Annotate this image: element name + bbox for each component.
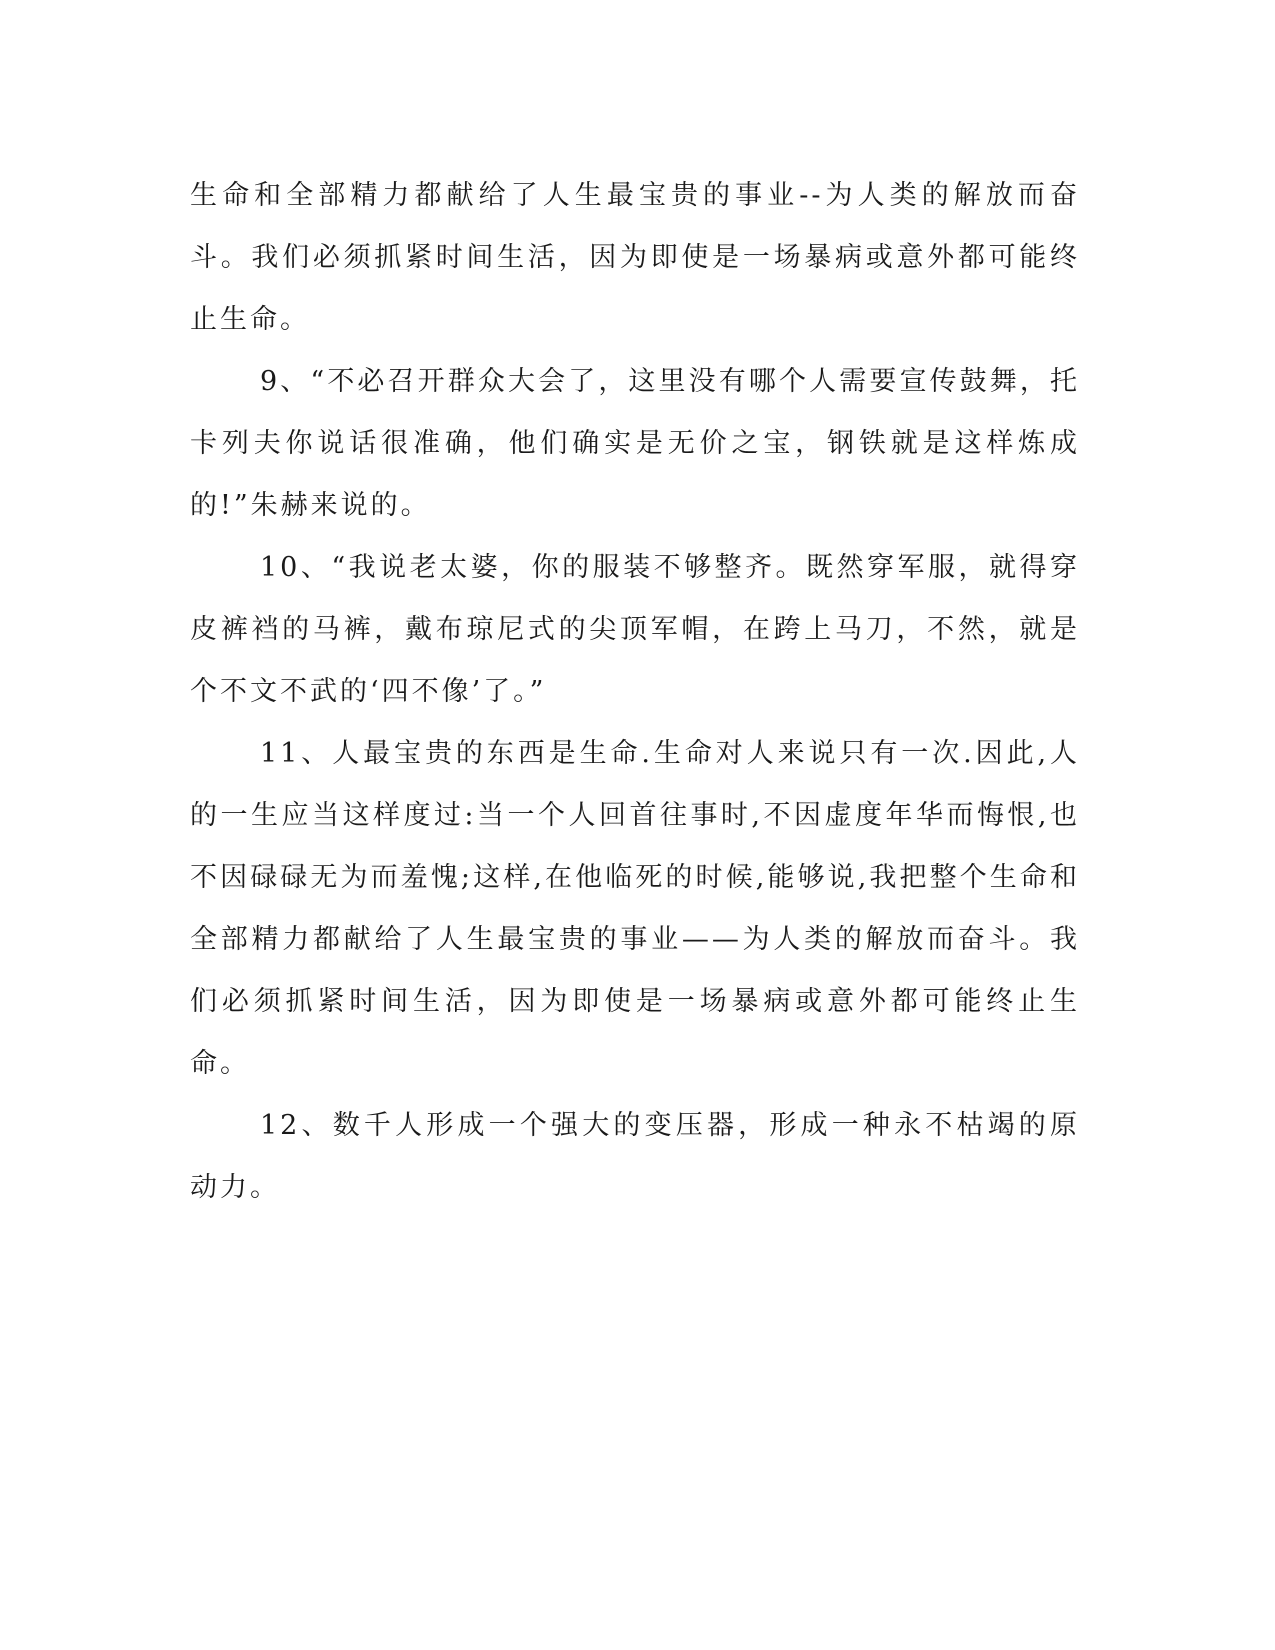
- paragraph-quote-9: 9、“不必召开群众大会了，这里没有哪个人需要宣传鼓舞，托卡列夫你说话很准确，他们确实是无价之宝，钢铁就是这样炼成的!”朱赫来说的。: [190, 366, 1080, 521]
- paragraph-quote-10: 10、“我说老太婆，你的服装不够整齐。既然穿军服，就得穿皮裤裆的马裤，戴布琼尼式的尖顶军帽，在跨上马刀，不然，就是个不文不武的‘四不像’了。”: [190, 552, 1080, 707]
- paragraph-continued: 生命和全部精力都献给了人生最宝贵的事业--为人类的解放而奋斗。我们必须抓紧时间生活，因为即使是一场暴病或意外都可能终止生命。: [190, 180, 1080, 335]
- paragraph-quote-11: 11、人最宝贵的东西是生命.生命对人来说只有一次.因此,人的一生应当这样度过:当一个人回首往事时,不因虚度年华而悔恨,也不因碌碌无为而羞愧;这样,在他临死的时候,能够说,我把整个生命和全部精力都献给了人生最宝贵的事业——为人类的解放而奋斗。我们必须抓紧时间生活，因为即使是一场暴病或意外都可能终止生命。: [190, 738, 1080, 1079]
- paragraph-quote-12: 12、数千人形成一个强大的变压器，形成一种永不枯竭的原动力。: [190, 1110, 1080, 1203]
- document-body: [190, 165, 1080, 1219]
